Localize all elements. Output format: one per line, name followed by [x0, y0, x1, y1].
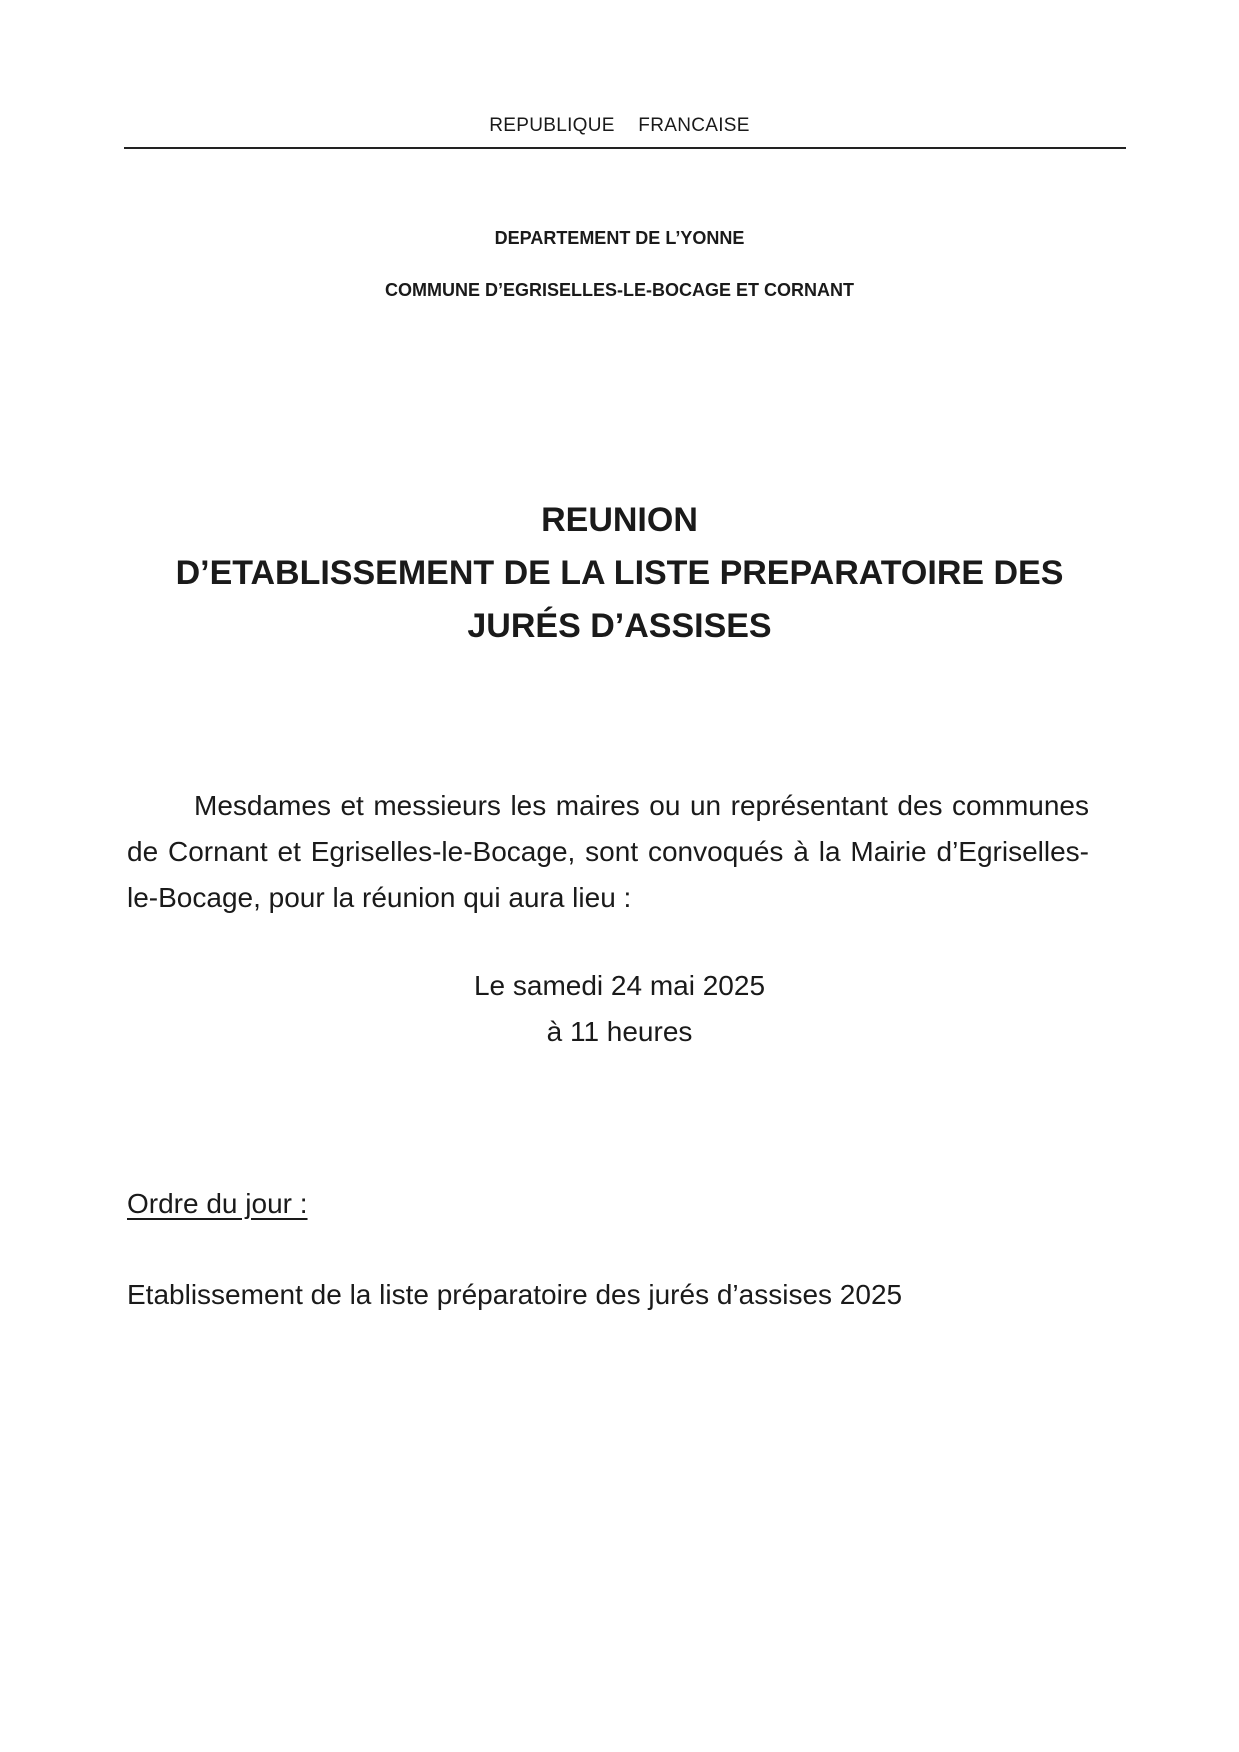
republique-header: REPUBLIQUE FRANCAISE — [489, 115, 750, 136]
meeting-date: Le samedi 24 mai 2025 — [473, 970, 766, 1001]
document-title — [100, 494, 1139, 653]
title-line-3: JURÉS D’ASSISES — [467, 607, 772, 645]
meeting-datetime — [0, 963, 1239, 1055]
agenda-heading: Ordre du jour : — [127, 1188, 308, 1219]
commune-label: COMMUNE D’EGRISELLES-LE-BOCAGE ET CORNANT — [384, 280, 854, 300]
meeting-time: à 11 heures — [546, 1016, 693, 1047]
title-line-2: D’ETABLISSEMENT DE LA LISTE PREPARATOIRE DES — [175, 554, 1064, 592]
title-line-1: REUNION — [541, 501, 698, 539]
agenda-item: Etablissement de la liste préparatoire des jurés d’assises 2025 — [127, 1279, 903, 1310]
convocation-text: Mesdames et messieurs les maires ou un représentant des communes de Cornant et Egriselles-le-Bocage, sont convoqués à la Mairie d’Egriselles-le-Bocage, pour la réunion qui aura lieu : — [127, 790, 1089, 913]
departement-label: DEPARTEMENT DE L’YONNE — [494, 228, 745, 248]
convocation-paragraph — [127, 783, 1089, 921]
header-divider — [124, 147, 1126, 149]
